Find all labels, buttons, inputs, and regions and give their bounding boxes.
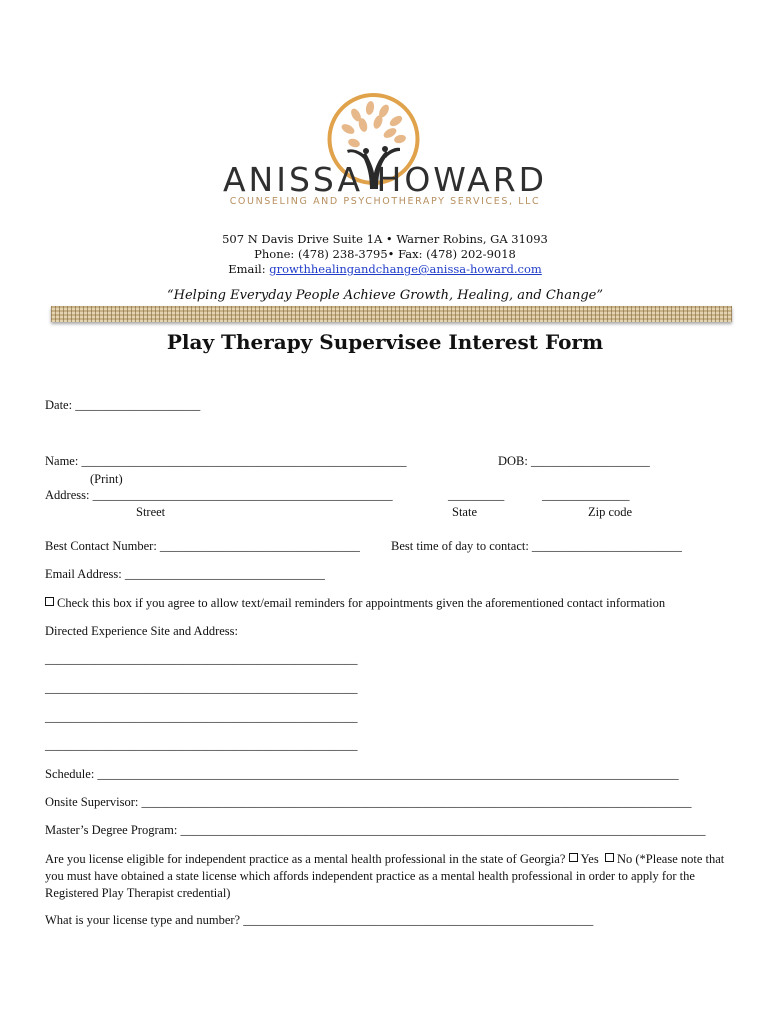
no-checkbox[interactable] [605, 853, 614, 862]
state-caption: State [452, 505, 477, 519]
zip-field[interactable]: ______________ [542, 488, 630, 502]
form-title: Play Therapy Supervisee Interest Form [166, 330, 604, 354]
license-note: (*Please note that you must have obtained a state license which affords independent practice as a mental health professional in order to apply for the Registered Play Therapist credential) [45, 852, 725, 900]
best-contact-field[interactable]: Best Contact Number: ________________________________ [45, 539, 360, 553]
phone-line: Phone: (478) 238-3795• Fax: (478) 202-9018 [254, 247, 516, 261]
site-label: Directed Experience Site and Address: [45, 624, 238, 638]
consent-row [45, 596, 665, 611]
brand-name: ANISSA HOWARD [222, 160, 548, 199]
email-label: Email: [228, 262, 270, 276]
site-line[interactable]: __________________________________________________ [45, 738, 358, 752]
consent-checkbox[interactable] [45, 597, 54, 606]
schedule-field[interactable]: Schedule: _____________________________________________________________________________________________ [45, 767, 679, 781]
email-address-field[interactable]: Email Address: ________________________________ [45, 567, 325, 581]
email-link[interactable]: growthhealingandchange@anissa-howard.com [269, 262, 542, 276]
address-line: 507 N Davis Drive Suite 1A • Warner Robins, GA 31093 [222, 232, 548, 246]
zip-caption: Zip code [588, 505, 633, 519]
state-field[interactable]: _________ [448, 488, 505, 502]
brand-tagline: COUNSELING AND PSYCHOTHERAPY SERVICES, LLC [229, 196, 541, 207]
onsite-supervisor-field[interactable]: Onsite Supervisor: ________________________________________________________________________________________ [45, 795, 692, 809]
masters-program-field[interactable]: Master’s Degree Program: ____________________________________________________________________________________ [45, 823, 706, 837]
address-field[interactable]: Address: ________________________________________________ [45, 488, 393, 502]
site-line[interactable]: __________________________________________________ [45, 652, 358, 666]
consent-text: Check this box if you agree to allow text/email reminders for appointments given the aforementioned contact information [57, 596, 666, 610]
name-field[interactable]: Name: ____________________________________________________ [45, 454, 407, 468]
site-line[interactable]: __________________________________________________ [45, 710, 358, 724]
email-line [0, 262, 770, 276]
motto: “Helping Everyday People Achieve Growth, Healing, and Change” [167, 288, 603, 303]
yes-label: Yes [580, 852, 599, 866]
date-field[interactable]: Date: ____________________ [45, 398, 201, 412]
license-question-block [45, 851, 735, 902]
license-type-field[interactable]: What is your license type and number? ________________________________________________________ [45, 913, 594, 927]
best-time-field[interactable]: Best time of day to contact: ________________________ [391, 539, 682, 553]
yes-checkbox[interactable] [569, 853, 578, 862]
street-caption: Street [136, 505, 166, 519]
site-line[interactable]: __________________________________________________ [45, 681, 358, 695]
license-question: Are you license eligible for independent practice as a mental health professional in the state of Georgia? [45, 852, 566, 866]
print-note: (Print) [90, 472, 123, 486]
no-label: No [616, 852, 633, 866]
decorative-divider [51, 306, 732, 322]
dob-field[interactable]: DOB: ___________________ [498, 454, 650, 468]
